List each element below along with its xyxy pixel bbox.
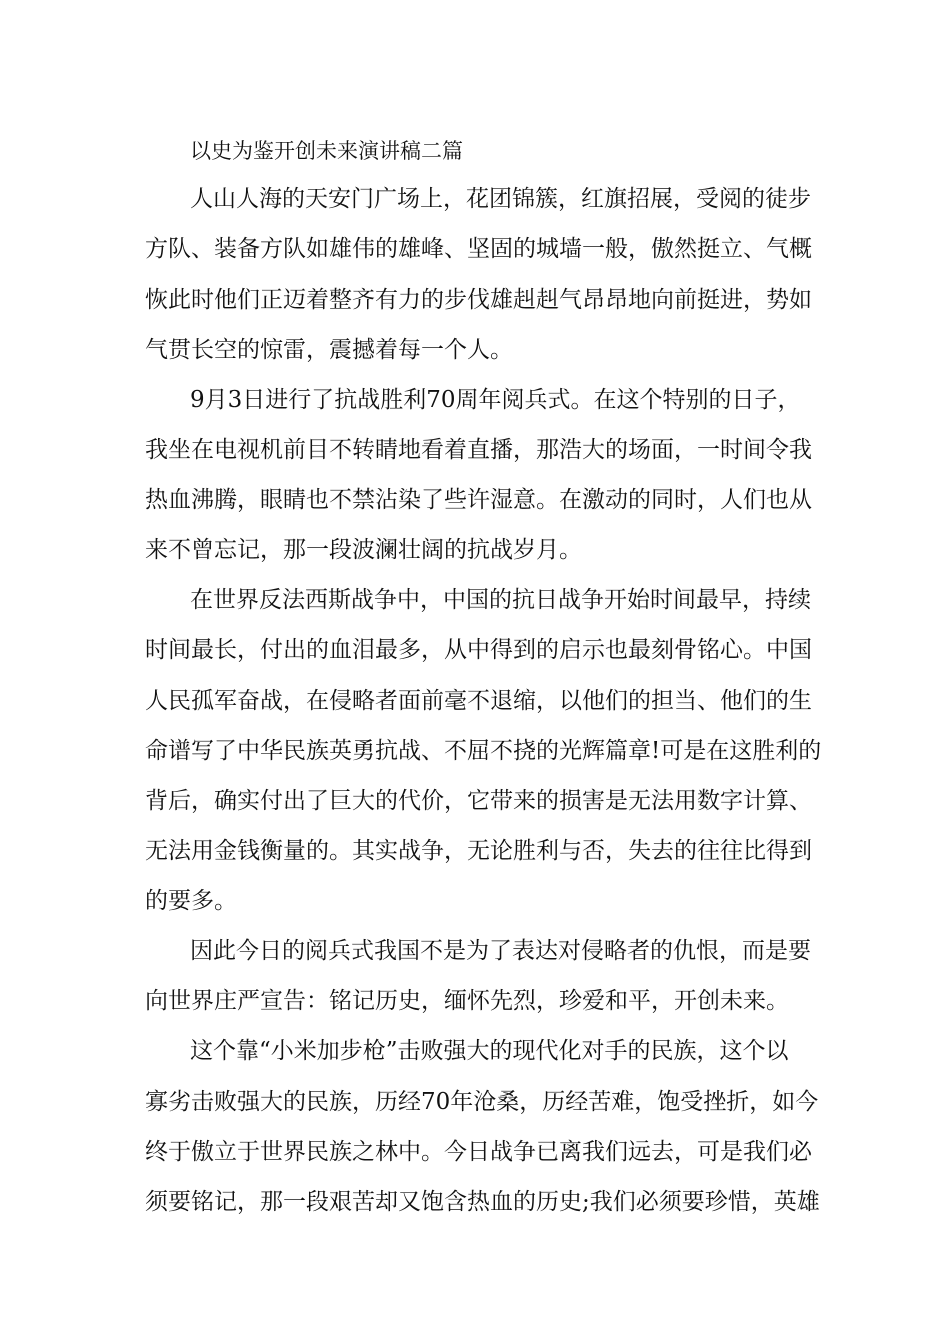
paragraph-3-line-6: 无法用金钱衡量的。其实战争，无论胜利与否，失去的往往比得到 (145, 838, 812, 864)
paragraph-4-line-1: 因此今日的阅兵式我国不是为了表达对侵略者的仇恨，而是要 (190, 938, 811, 964)
paragraph-5-line-3: 终于傲立于世界民族之林中。今日战争已离我们远去，可是我们必 (145, 1139, 812, 1165)
paragraph-3-line-4: 命谱写了中华民族英勇抗战、不屈不挠的光辉篇章!可是在这胜利的 (145, 738, 822, 764)
paragraph-2-line-1: 9月3日进行了抗战胜利70周年阅兵式。在这个特别的日子， (190, 387, 801, 413)
paragraph-2-line-2: 我坐在电视机前目不转睛地看着直播，那浩大的场面，一时间令我 (145, 437, 812, 463)
paragraph-3-line-7: 的要多。 (145, 888, 237, 914)
paragraph-5-line-4: 须要铭记，那一段艰苦却又饱含热血的历史;我们必须要珍惜，英雄 (145, 1189, 820, 1215)
paragraph-2-line-3: 热血沸腾，眼睛也不禁沾染了些许湿意。在激动的同时，人们也从 (145, 487, 812, 513)
paragraph-1-line-1: 人山人海的天安门广场上，花团锦簇，红旗招展，受阅的徒步 (190, 186, 811, 212)
paragraph-1-line-4: 气贯长空的惊雷，震撼着每一个人。 (145, 337, 513, 363)
paragraph-1-line-2: 方队、装备方队如雄伟的雄峰、坚固的城墙一般，傲然挺立、气概 (145, 236, 812, 262)
paragraph-3-line-5: 背后，确实付出了巨大的代价，它带来的损害是无法用数字计算、 (145, 788, 812, 814)
paragraph-5-line-2: 寡劣击败强大的民族，历经70年沧桑，历经苦难，饱受挫折，如今 (145, 1089, 819, 1115)
paragraph-3-line-1: 在世界反法西斯战争中，中国的抗日战争开始时间最早，持续 (190, 587, 811, 613)
paragraph-3-line-3: 人民孤军奋战，在侵略者面前毫不退缩，以他们的担当、他们的生 (145, 688, 812, 714)
document-title: 以史为鉴开创未来演讲稿二篇 (190, 139, 463, 163)
paragraph-4-line-2: 向世界庄严宣告：铭记历史，缅怀先烈，珍爱和平，开创未来。 (145, 988, 789, 1014)
paragraph-2-line-4: 来不曾忘记，那一段波澜壮阔的抗战岁月。 (145, 537, 582, 563)
paragraph-5-line-1: 这个靠“小米加步枪”击败强大的现代化对手的民族，这个以 (190, 1038, 789, 1064)
paragraph-3-line-2: 时间最长，付出的血泪最多，从中得到的启示也最刻骨铭心。中国 (145, 637, 812, 663)
paragraph-1-line-3: 恢此时他们正迈着整齐有力的步伐雄赳赳气昂昂地向前挺进，势如 (145, 287, 812, 313)
